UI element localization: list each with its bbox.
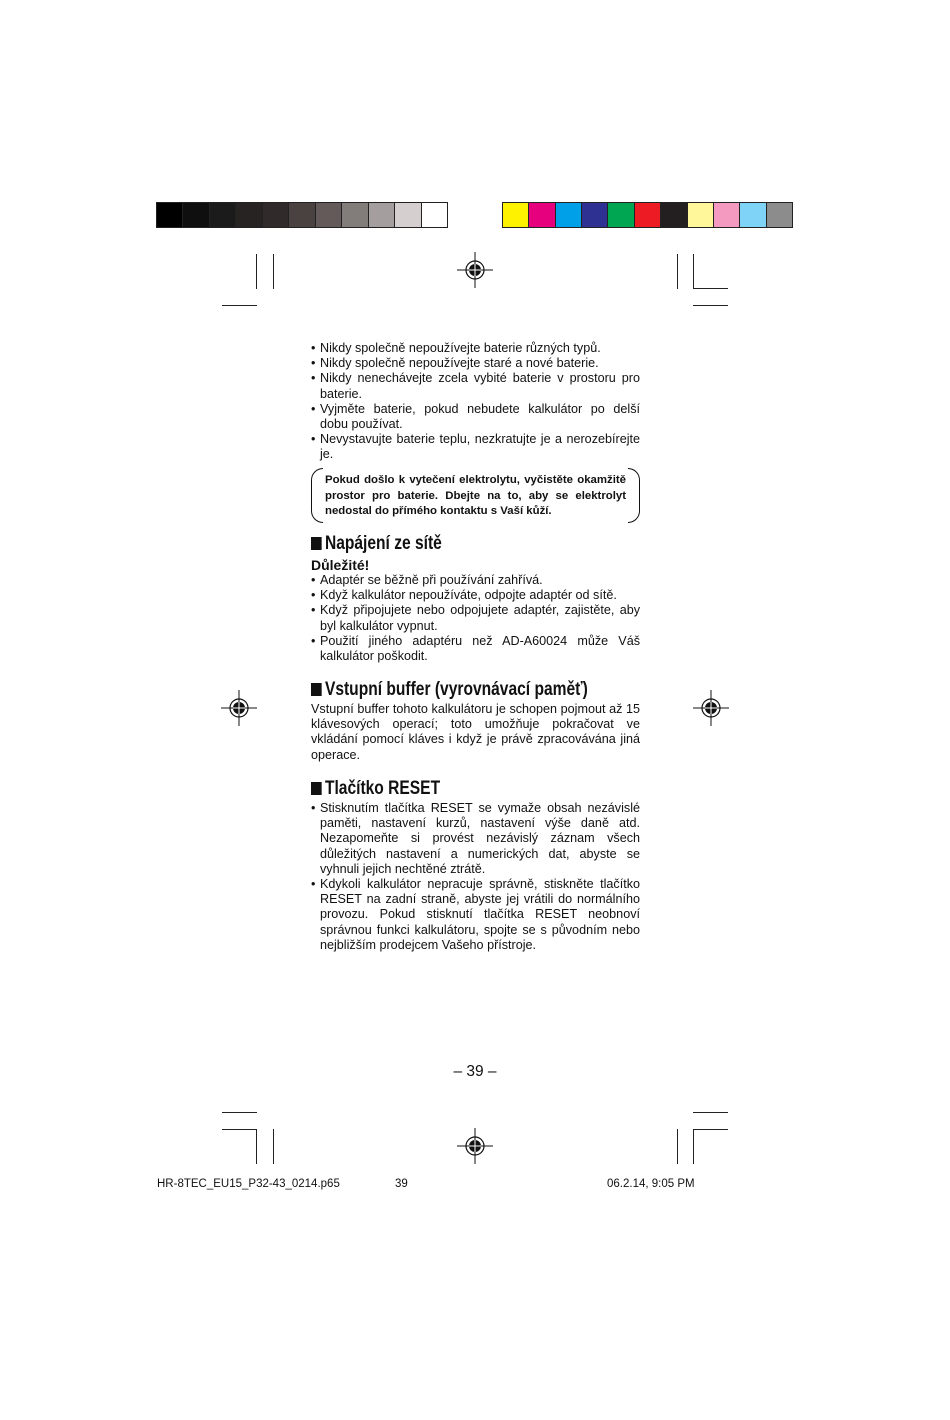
crop-mark [256, 254, 257, 289]
footer-page: 39 [395, 1178, 408, 1190]
crop-mark [693, 288, 728, 289]
list-item: • Nikdy společně nepoužívejte baterie různých typů. [311, 341, 640, 356]
section-heading-power [311, 533, 442, 555]
reset-bullet-list [311, 801, 640, 953]
color-swatch [608, 203, 634, 227]
list-item: • Když připojujete nebo odpojujete adaptér, zajistěte, aby byl kalkulátor vypnut. [311, 603, 640, 633]
color-swatch [342, 203, 368, 227]
color-swatch [395, 203, 421, 227]
crop-mark [677, 254, 678, 289]
color-swatch [635, 203, 661, 227]
list-item: • Vyjměte baterie, pokud nebudete kalkulátor po delší dobu používat. [311, 402, 640, 432]
crop-mark [222, 305, 257, 306]
color-swatch [767, 203, 792, 227]
color-swatch [714, 203, 740, 227]
crop-mark [693, 1112, 728, 1113]
list-item: • Adaptér se běžně při používání zahřívá. [311, 573, 640, 588]
buffer-paragraph: Vstupní buffer tohoto kalkulátoru je schopen pojmout až 15 klávesových operací; toto umožňuje pokračovat ve vkládání pomocí kláves i když je právě zpracovávána jiná operace. [311, 702, 640, 762]
crop-mark [222, 1112, 257, 1113]
crop-mark [222, 1129, 257, 1130]
list-item: • Kdykoli kalkulátor nepracuje správně, stiskněte tlačítko RESET na zadní straně, abyste jej vrátili do normálního provozu. Pokud stisknutí tlačítka RESET neobnoví správnou funkci kalkulátoru, spojte se s původním nebo nejbližším prodejcem Vašeho přístroje. [311, 877, 640, 953]
section-title: Tlačítko RESET [324, 778, 441, 799]
process-color-bar [502, 202, 793, 228]
list-item: • Když kalkulátor nepoužíváte, odpojte adaptér od sítě. [311, 588, 640, 603]
bracket-left [311, 468, 323, 523]
battery-bullet-list [311, 341, 640, 463]
section-title: Napájení ze sítě [324, 533, 442, 554]
section-title: Vstupní buffer (vyrovnávací paměť) [324, 679, 588, 700]
crop-mark [693, 305, 728, 306]
color-swatch [503, 203, 529, 227]
crop-mark [693, 254, 694, 289]
color-swatch [661, 203, 687, 227]
color-swatch [740, 203, 766, 227]
warning-text: Pokud došlo k vytečení elektrolytu, vyčistěte okamžitě prostor pro baterie. Dbejte na to, aby se elektrolyt nedostal do přímého kontaktu s Vaší kůží. [325, 474, 626, 518]
section-heading-buffer [311, 679, 588, 701]
registration-mark-icon [221, 690, 257, 726]
section-square-icon [311, 683, 322, 696]
crop-mark [273, 1129, 274, 1164]
footer-filename: HR-8TEC_EU15_P32-43_0214.p65 [157, 1178, 340, 1190]
color-swatch [183, 203, 209, 227]
color-swatch [236, 203, 262, 227]
electrolyte-warning-box [311, 468, 640, 523]
section-square-icon [311, 537, 322, 550]
color-swatch [688, 203, 714, 227]
crop-mark [693, 1129, 694, 1164]
list-item: • Nikdy společně nepoužívejte staré a nové baterie. [311, 356, 640, 371]
registration-mark-icon [457, 252, 493, 288]
grayscale-color-bar [156, 202, 448, 228]
color-swatch [556, 203, 582, 227]
color-swatch [289, 203, 315, 227]
color-swatch [263, 203, 289, 227]
color-swatch [157, 203, 183, 227]
color-swatch [582, 203, 608, 227]
bracket-right [628, 468, 640, 523]
crop-mark [677, 1129, 678, 1164]
color-swatch [210, 203, 236, 227]
crop-mark [273, 254, 274, 289]
important-label: Důležité! [311, 557, 370, 573]
page-number: – 39 – [453, 1063, 497, 1080]
footer-datetime: 06.2.14, 9:05 PM [607, 1178, 695, 1190]
list-item: • Stisknutím tlačítka RESET se vymaže obsah nezávislé paměti, nastavení kurzů, nastavení výše daně atd. Nezapomeňte si provést nezávislý záznam všech důležitých nastavení a numerických dat, abyste se vyhnuli jejich nechtěné ztrátě. [311, 801, 640, 877]
color-swatch [369, 203, 395, 227]
list-item: • Nevystavujte baterie teplu, nezkratujte je a nerozebírejte je. [311, 432, 640, 462]
crop-mark [256, 1129, 257, 1164]
color-swatch [422, 203, 447, 227]
list-item: • Nikdy nenechávejte zcela vybité baterie v prostoru pro baterie. [311, 371, 640, 401]
color-swatch [316, 203, 342, 227]
list-item: • Použití jiného adaptéru než AD-A60024 může Váš kalkulátor poškodit. [311, 634, 640, 664]
color-swatch [529, 203, 555, 227]
registration-mark-icon [457, 1128, 493, 1164]
crop-mark [693, 1129, 728, 1130]
registration-mark-icon [693, 690, 729, 726]
section-heading-reset [311, 778, 440, 800]
power-bullet-list [311, 573, 640, 664]
section-square-icon [311, 782, 322, 795]
